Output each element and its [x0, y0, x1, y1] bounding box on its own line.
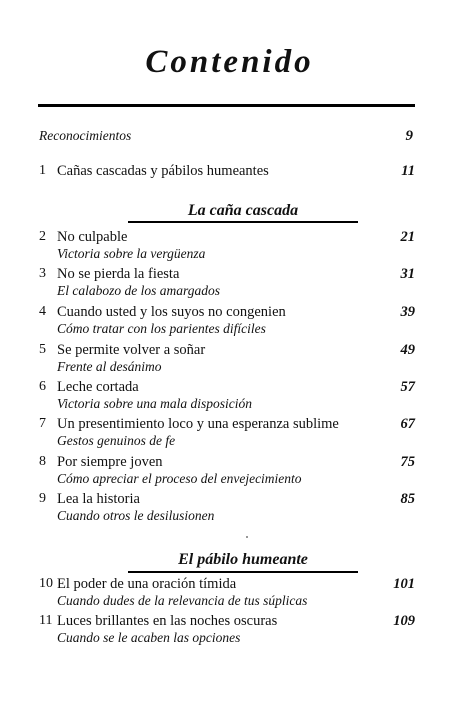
chapter-number: 9 — [39, 491, 46, 506]
chapter-subtitle: Cuando se le acaben las opciones — [57, 630, 241, 645]
chapter-title: Cuando usted y los suyos no congenien — [57, 304, 286, 320]
chapter-title: Un presentimiento loco y una esperanza sublime — [57, 416, 339, 432]
page-number: 57 — [400, 379, 415, 395]
chapter-title: El poder de una oración tímida — [57, 576, 237, 592]
chapter-title: Leche cortada — [57, 379, 139, 395]
page-number: 85 — [400, 491, 415, 507]
section-rule — [128, 221, 358, 223]
chapter-title: Luces brillantes en las noches oscuras — [57, 613, 278, 629]
chapter-subtitle: Frente al desánimo — [57, 359, 162, 374]
chapter-title: Cañas cascadas y pábilos humeantes — [57, 163, 269, 179]
chapter-number: 8 — [39, 454, 46, 469]
chapter-subtitle: Gestos genuinos de fe — [57, 433, 176, 448]
chapter-subtitle: Cómo tratar con los parientes difíciles — [57, 321, 266, 336]
chapter-title: Se permite volver a soñar — [57, 342, 206, 358]
chapter-number: 5 — [39, 342, 46, 357]
chapter-title: No culpable — [57, 229, 128, 245]
page-number: 75 — [400, 454, 415, 470]
chapter-subtitle: Cómo apreciar el proceso del envejecimiento — [57, 471, 302, 486]
page-number: 109 — [393, 613, 415, 629]
title-rule — [38, 104, 415, 107]
page-number: 67 — [400, 416, 415, 432]
chapter-subtitle: Victoria sobre la vergüenza — [57, 246, 206, 261]
chapter-title: Por siempre joven — [57, 454, 163, 470]
chapter-subtitle: Victoria sobre una mala disposición — [57, 396, 252, 411]
page-number: 11 — [401, 163, 415, 179]
chapter-number: 3 — [39, 266, 46, 281]
chapter-subtitle: Cuando otros le desilusionen — [57, 508, 215, 523]
page-number: 101 — [393, 576, 415, 592]
section-rule — [128, 571, 358, 573]
chapter-number: 10 — [39, 576, 53, 591]
chapter-subtitle: El calabozo de los amargados — [57, 283, 220, 298]
chapter-title: No se pierda la fiesta — [57, 266, 180, 282]
chapter-title: Lea la historia — [57, 491, 140, 507]
page-number: 49 — [400, 342, 415, 358]
page-speck — [246, 536, 248, 538]
toc-entry-acknowledgments[interactable] — [39, 128, 413, 144]
entry-title: Reconocimientos — [39, 128, 132, 143]
page-number: 9 — [405, 128, 413, 144]
section-heading: La caña cascada — [187, 202, 299, 219]
page-number: 31 — [400, 266, 415, 282]
chapter-number: 2 — [39, 229, 46, 244]
chapter-number: 4 — [39, 304, 46, 319]
page-number: 39 — [400, 304, 415, 320]
chapter-number: 6 — [39, 379, 46, 394]
section-heading: El pábilo humeante — [178, 551, 308, 568]
page-number: 21 — [400, 229, 415, 245]
chapter-number: 11 — [39, 613, 53, 628]
chapter-number: 7 — [39, 416, 46, 431]
chapter-subtitle: Cuando dudes de la relevancia de tus súplicas — [57, 593, 308, 608]
chapter-number: 1 — [39, 163, 46, 178]
page-title: Contenido — [145, 44, 314, 80]
